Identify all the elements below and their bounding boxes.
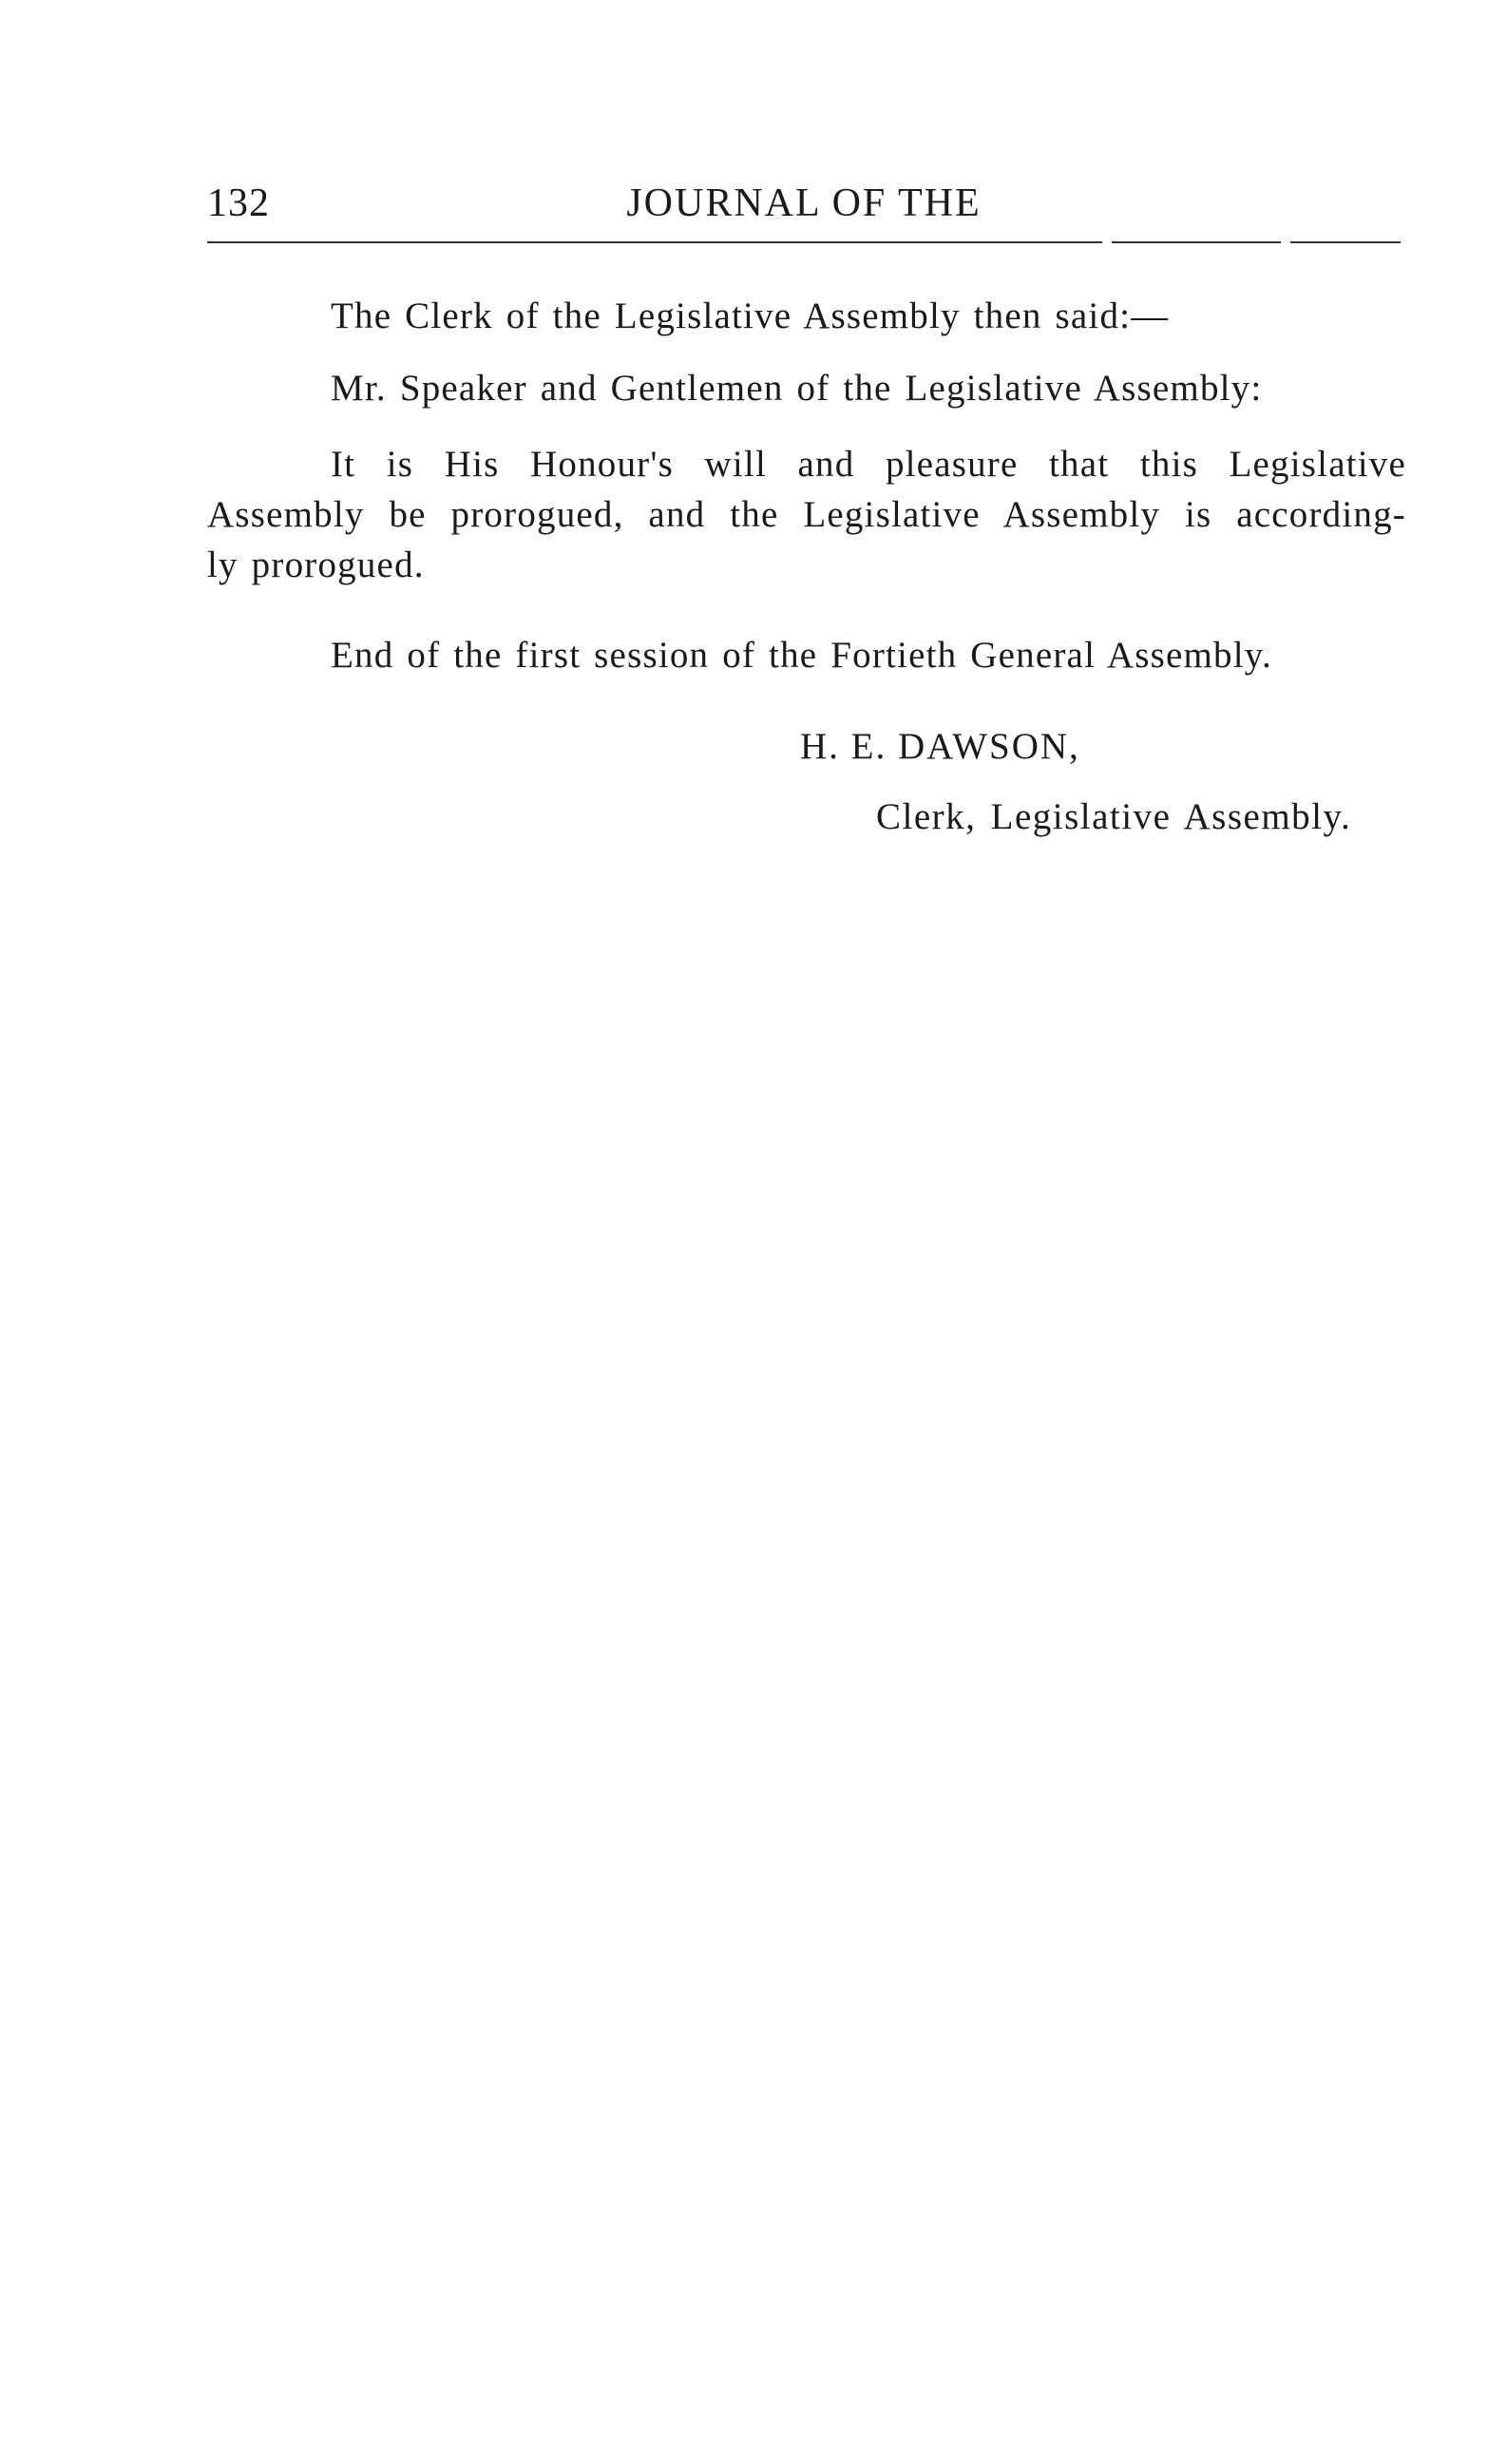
running-title: JOURNAL OF THE <box>626 181 982 225</box>
address-line-text: Mr. Speaker and Gentlemen of the Legislative Assembly: <box>331 368 1263 409</box>
prorogation-line-1: It is His Honour's will and pleasure that this Legislative <box>331 444 1406 485</box>
header-rule-gap <box>1281 238 1290 245</box>
page-number: 132 <box>207 181 270 225</box>
clerk-statement <box>207 291 1406 341</box>
session-end-note <box>207 630 1406 680</box>
signatory-name: H. E. DAWSON, <box>800 726 1080 767</box>
signatory-title: Clerk, Legislative Assembly. <box>876 796 1352 837</box>
page-header <box>207 181 1401 238</box>
session-end-text: End of the first session of the Fortieth General Assembly. <box>331 635 1272 676</box>
header-rule-gap <box>1102 238 1112 245</box>
clerk-statement-text: The Clerk of the Legislative Assembly then said:— <box>331 296 1170 336</box>
prorogation-line-2: Assembly be prorogued, and the Legislative Assembly is according- <box>207 494 1406 535</box>
prorogation-paragraph <box>207 439 1406 590</box>
header-rule <box>207 241 1401 243</box>
prorogation-line-3: ly prorogued. <box>207 544 425 585</box>
address-line <box>207 363 1406 413</box>
